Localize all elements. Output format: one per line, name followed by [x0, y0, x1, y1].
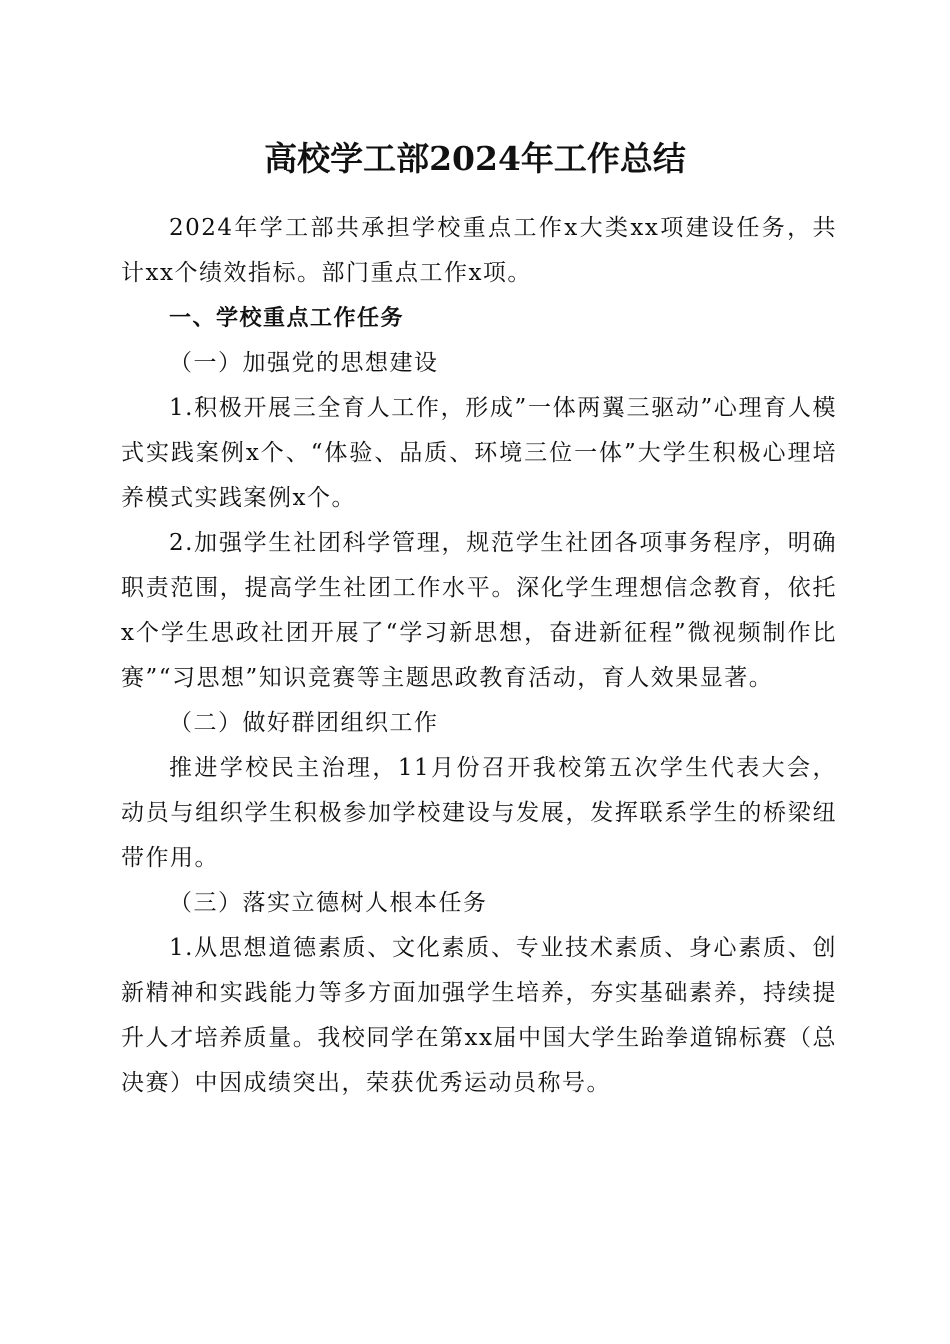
page-title: 高校学工部2024年工作总结 — [264, 139, 686, 178]
paragraph-1-1: 1.积极开展三全育人工作，形成”一体两翼三驱动”心理育人模式实践案例x个、“体验、品质、环境三位一体”大学生积极心理培养模式实践案例x个。 — [121, 395, 837, 511]
paragraph-3-1: 1.从思想道德素质、文化素质、专业技术素质、身心素质、创新精神和实践能力等多方面加强学生培养，夯实基础素养，持续提升人才培养质量。我校同学在第xx届中国大学生跆拳道锦标赛（总决赛）中因成绩突出，荣获优秀运动员称号。 — [121, 935, 837, 1096]
section-heading-1: 一、学校重点工作任务 — [169, 306, 405, 331]
paragraph-2-1: 推进学校民主治理，11月份召开我校第五次学生代表大会，动员与组织学生积极参加学校建设与发展，发挥联系学生的桥梁纽带作用。 — [121, 755, 837, 871]
document-body — [121, 206, 837, 1106]
paragraph-1-2: 2.加强学生社团科学管理，规范学生社团各项事务程序，明确职责范围，提高学生社团工作水平。深化学生理想信念教育，依托x个学生思政社团开展了“学习新思想，奋进新征程”微视频制作比赛”“习思想”知识竞赛等主题思政教育活动，育人效果显著。 — [121, 530, 837, 691]
subsection-heading-2: （二）做好群团组织工作 — [169, 710, 439, 736]
intro-paragraph: 2024年学工部共承担学校重点工作x大类xx项建设任务，共计xx个绩效指标。部门重点工作x项。 — [121, 215, 837, 286]
subsection-heading-1: （一）加强党的思想建设 — [169, 350, 439, 376]
subsection-heading-3: （三）落实立德树人根本任务 — [169, 890, 488, 916]
